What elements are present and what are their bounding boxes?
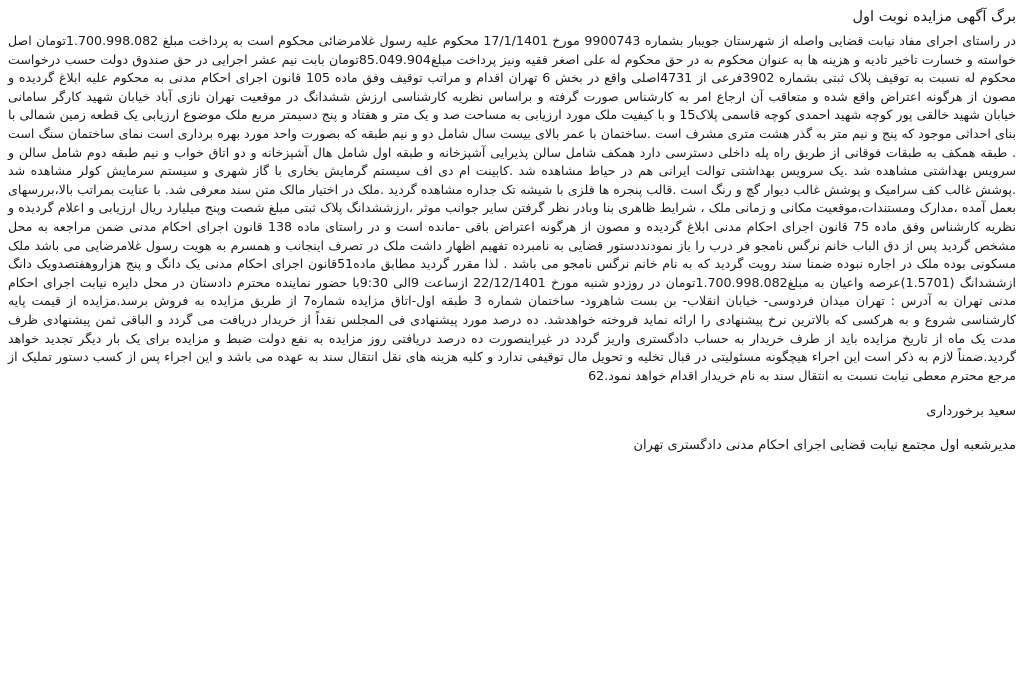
signatory-title: مدیرشعبه اول مجتمع نیابت قضایی اجرای احکام مدنی دادگستری تهران [633, 438, 1016, 454]
signatory-name: سعید برخورداری [926, 404, 1016, 420]
notice-title: برگ آگهی مزایده نوبت اول [852, 9, 1016, 25]
auction-notice [8, 6, 1016, 457]
notice-body: در راستای اجرای مفاد نیابت قضایی واصله از شهرستان جویبار بشماره 9900743 مورخ 17/1/1401 محکوم علیه رسول غلامرضائی محکوم است به پرداخت مبلغ 1.700.998.082تومان اصل خواسته و خسارت تاخیر تادیه و هزینه ها به عنوان محکوم به در حق محکوم له علی اصغر فقیه ونیز پرداخت مبلغ85.049.904تومان بابت نیم عشر اجرایی در حق صندوق دولت حسب درخواست محکوم له نسبت به توقیف پلاک ثبتی بشماره 3902فرعی از 4731اصلی واقع در بخش 6 تهران اقدام و مراتب توقیف وفق ماده 105 قانون اجرای احکام مدنی به محکوم علیه ابلاغ گردیده و مصون از هرگونه اعتراض واقع شده و متعاقب آن ارجاع امر به کارشناس صورت گرفته و براساس نظریه کارشناسی ارزش ششدانگ در موقعیت تهران نازی آباد خیابان شهید کارگر سامانی خیابان شهید خالقی پور کوچه شهید احمدی کوچه قاسمی پلاک15 و با کیفیت ملک مورد ارزیابی به مساحت صد و یک متر و هفتاد و پنج دسیمتر مربع ملک موضوع ارزیابی یک قطعه زمین شمالی با بنای احداثی موجود که پنج و نیم متر به گذر هشت متری مشرف است .ساختمان با عمر بالای بیست سال شامل دو و نیم طبقه که بصورت واحد مورد بهره برداری است نمای ساختمان سنگ است . طبقه همکف به طبقات فوقانی از طریق راه پله داخلی دسترسی دارد همکف شامل سالن پذیرایی آشپزخانه و طبقه اول شامل هال آشپزخانه و دو اتاق خواب و نیم طبقه دوم شامل سالن و سرویس بهداشتی مشاهده شد .یک سرویس بهداشتی توالت ایرانی هم در حیاط مشاهده شد .کابینت ام دی اف سیستم گرمایش بخاری با گاز شهری و سیستم سرمایش کولر مشاهده شد .پوشش غالب کف سرامیک و پوشش غالب دیوار گچ و رنگ است .قالب پنجره ها فلزی با شیشه تک جداره مشاهده گردید .ملک در اختیار مالک متن سند معرفی شد. با عنایت بمراتب بالا،بررسهای بعمل آمده ،مدارک ومستندات،موقعیت مکانی و زمانی ملک ، شرایط ظاهری بنا وبادر نظر گرفتن سایر جوانب موثر ،ارزششدانگ پلاک ثبتی مبلغ شصت وپنج میلیارد ریال ارزیابی و اعلام گردیده و نظریه کارشناس وفق ماده 75 قانون اجرای احکام مدنی ابلاغ گردیده و مصون از هرگونه اعتراض باقی -مانده است و در راستای ماده 138 قانون اجرای احکام مدنی ضمن مراجعه به محل مشخص گردید پس از دق الباب خانم نرگس نامجو فر درب را باز نمودنددستور قضایی به نامبرده تفهیم اظهار داشت ملک در تصرف اینجانب و همسرم به هویت رسول غلامرضایی می باشد ملک مسکونی بوده ملک در اجاره نبوده ضمنا سند رویت گردید که به نام خانم نرگس نامجو می باشد . لذا مقرر گردید مطابق ماده51قانون اجرای احکام مدنی یک دانگ و پنج هزاروهفتصدویک دانگ ازششدانگ (1.5701)عرصه واعیان به مبلغ1.700.998.082تومان در روزدو شنبه مورخ 22/12/1401 ازساعت 9الی 9:30با حضور نماینده محترم دادستان در محل دایره نیابت اجرای احکام مدنی تهران به آدرس : تهران میدان فردوسی- خیابان انقلاب- بن بست شاهرود- ساختمان شماره 3 طبقه اول-اتاق مزایده شماره7 از طریق مزایده به فروش برسد.مزایده از قیمت پایه کارشناسی شروع و به هرکسی که بالاترین نرخ پیشنهادی را ارائه نماید فروخته خواهدشد. ده درصد مورد پیشنهادی فی المجلس نقداً از خریدار دریافت می گردد و الباقی ثمن پیشنهادی ظرف مدت یک ماه از تاریخ مزایده باید از طرف خریدار به حساب دادگستری واریز گردد در غیراینصورت ده درصد دریافتی روز مزایده به نفع دولت ضبط و مزایده برای یک بار دیگر تجدید خواهد گردید.ضمناً لازم به ذکر است این اجراء هیچگونه مسئولیتی در قبال تخلیه و تحویل مال توقیفی ندارد و کلیه هزینه های نقل انتقال سند به عهده می باشد و این اجراء پس از کسب دستور تملیک از مرجع محترم معطی نیابت نسبت به انتقال سند به نام خریدار اقدام خواهد نمود.62 [8, 33, 1017, 383]
